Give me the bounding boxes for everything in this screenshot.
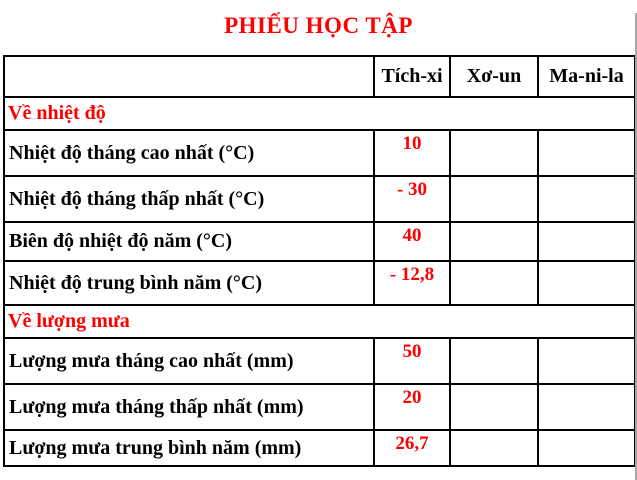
- table-header-row: [4, 56, 635, 97]
- value-cell-xo-un[interactable]: [450, 430, 538, 466]
- value-cell-tich-xi[interactable]: 20: [374, 384, 450, 430]
- value-cell-xo-un[interactable]: [450, 176, 538, 222]
- value-cell-ma-ni-la[interactable]: [538, 176, 635, 222]
- row-label: Nhiệt độ tháng cao nhất (°C): [4, 130, 374, 176]
- column-header-tich-xi: Tích-xi: [374, 56, 450, 97]
- value-cell-xo-un[interactable]: [450, 261, 538, 305]
- column-header-ma-ni-la: Ma-ni-la: [538, 56, 635, 97]
- table-row: [4, 222, 635, 261]
- row-label: Nhiệt độ tháng thấp nhất (°C): [4, 176, 374, 222]
- column-header-xo-un: Xơ-un: [450, 56, 538, 97]
- value-cell-ma-ni-la[interactable]: [538, 261, 635, 305]
- page-title: PHIẾU HỌC TẬP: [224, 13, 413, 38]
- section-header-rainfall: Về lượng mưa: [4, 305, 635, 338]
- section-header-temperature: Về nhiệt độ: [4, 97, 635, 130]
- row-label: Lượng mưa trung bình năm (mm): [4, 430, 374, 466]
- corner-cell: [4, 56, 374, 97]
- value-cell-tich-xi[interactable]: 10: [374, 130, 450, 176]
- table-row: [4, 384, 635, 430]
- table-row: [4, 176, 635, 222]
- value-cell-ma-ni-la[interactable]: [538, 130, 635, 176]
- value-cell-ma-ni-la[interactable]: [538, 384, 635, 430]
- row-label: Nhiệt độ trung bình năm (°C): [4, 261, 374, 305]
- value-cell-xo-un[interactable]: [450, 130, 538, 176]
- row-label: Lượng mưa tháng cao nhất (mm): [4, 338, 374, 384]
- table-row: [4, 130, 635, 176]
- value-cell-tich-xi[interactable]: - 30: [374, 176, 450, 222]
- row-label: Lượng mưa tháng thấp nhất (mm): [4, 384, 374, 430]
- value-cell-tich-xi[interactable]: 50: [374, 338, 450, 384]
- value-cell-xo-un[interactable]: [450, 338, 538, 384]
- value-cell-tich-xi[interactable]: 26,7: [374, 430, 450, 466]
- row-label: Biên độ nhiệt độ năm (°C): [4, 222, 374, 261]
- value-cell-ma-ni-la[interactable]: [538, 338, 635, 384]
- section-row-temperature: [4, 97, 635, 130]
- value-cell-xo-un[interactable]: [450, 222, 538, 261]
- table-row: [4, 261, 635, 305]
- value-cell-tich-xi[interactable]: 40: [374, 222, 450, 261]
- value-cell-tich-xi[interactable]: - 12,8: [374, 261, 450, 305]
- table-row: [4, 430, 635, 466]
- table-row: [4, 338, 635, 384]
- value-cell-ma-ni-la[interactable]: [538, 430, 635, 466]
- value-cell-ma-ni-la[interactable]: [538, 222, 635, 261]
- worksheet-table: [3, 55, 636, 467]
- value-cell-xo-un[interactable]: [450, 384, 538, 430]
- section-row-rainfall: [4, 305, 635, 338]
